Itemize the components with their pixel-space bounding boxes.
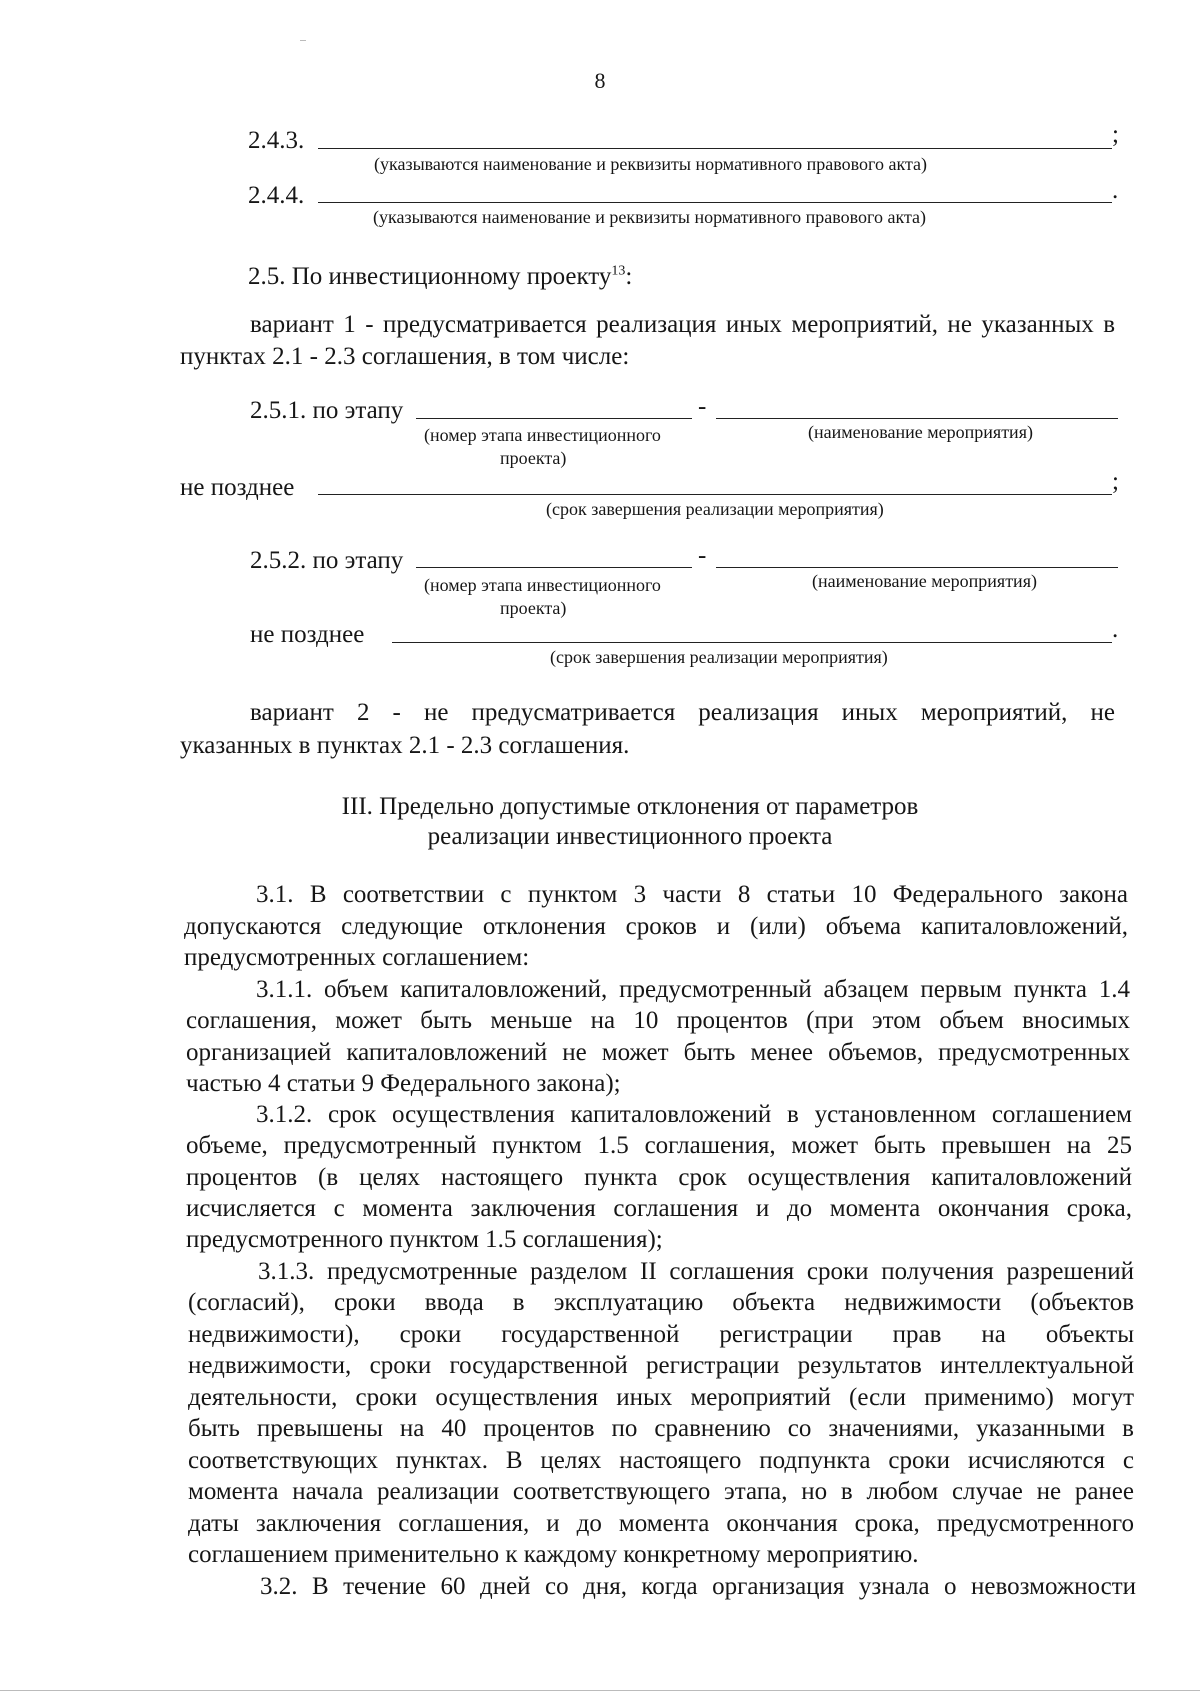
- stage-2-5-1-caption-stage: (номер этапа инвестиционного: [424, 425, 661, 445]
- p3-1-1-line-3: организацией капиталовложений не может быть менее объемов, предусмотренных: [186, 1039, 1130, 1066]
- variant-1-line-2: пунктах 2.1 - 2.3 соглашения, в том числе:: [180, 343, 630, 370]
- item-2-4-4-number: 2.4.4.: [248, 182, 305, 209]
- p3-2-line-1: 3.2. В течение 60 дней со дня, когда организация узнала о невозможности: [260, 1573, 1136, 1600]
- section-3-heading-line-2: реализации инвестиционного проекта: [427, 823, 833, 850]
- stage-2-5-2-caption-stage: (номер этапа инвестиционного: [424, 575, 661, 595]
- stage-2-5-2-deadline-label: не позднее: [250, 621, 365, 648]
- stage-2-5-2-deadline-end: .: [1112, 616, 1119, 643]
- p3-1-line-3: предусмотренных соглашением:: [184, 944, 530, 971]
- p3-1-3-line-6: быть превышены на 40 процентов по сравнению со значениями, указанными в: [188, 1415, 1134, 1442]
- p3-1-line-2: допускаются следующие отклонения сроков и (или) объема капиталовложений,: [184, 913, 1128, 940]
- p3-1-3-line-7: соответствующих пунктах. В целях настоящего подпункта сроки исчисляются с: [188, 1447, 1134, 1474]
- item-2-4-3-caption: (указываются наименование и реквизиты нормативного правового акта): [374, 154, 928, 174]
- item-2-4-3-end: ;: [1112, 121, 1119, 148]
- p3-1-3-line-1: 3.1.3. предусмотренные разделом II соглашения сроки получения разрешений: [258, 1258, 1134, 1285]
- stage-2-5-2-event-line: [716, 567, 1118, 568]
- p3-1-line-1: 3.1. В соответствии с пунктом 3 части 8 статьи 10 Федерального закона: [256, 881, 1128, 908]
- stage-2-5-1-event-line: [716, 418, 1118, 419]
- item-2-4-3-blank-line: [318, 148, 1112, 149]
- stage-2-5-1-number-line: [416, 418, 692, 419]
- p3-1-2-line-1: 3.1.2. срок осуществления капиталовложений в установленном соглашением: [256, 1101, 1132, 1128]
- item-2-4-3-number: 2.4.3.: [248, 127, 305, 154]
- p3-1-3-line-8: момента начала реализации соответствующего этапа, но в любом случае не ранее: [188, 1478, 1134, 1505]
- p3-1-3-line-2: (согласий), сроки ввода в эксплуатацию объекта недвижимости (объектов: [188, 1289, 1134, 1316]
- clause-2-5-colon: :: [625, 263, 633, 290]
- scan-bottom-edge: [0, 1690, 1200, 1691]
- p3-1-2-line-2: объеме, предусмотренный пунктом 1.5 соглашения, может быть превышен на 25: [186, 1132, 1132, 1159]
- p3-1-2-line-4: исчисляется с момента заключения соглашения и до момента окончания срока,: [186, 1195, 1132, 1222]
- stage-2-5-1-dash: -: [698, 393, 707, 420]
- variant-2-line-1: вариант 2 - не предусматривается реализация иных мероприятий, не: [250, 699, 1115, 726]
- stage-2-5-2-caption-stage-2: проекта): [500, 598, 567, 618]
- stage-2-5-1-caption-event: (наименование мероприятия): [808, 422, 1033, 442]
- scan-mark-top: [300, 40, 306, 41]
- footnote-marker: 13: [611, 263, 626, 279]
- variant-1-line-1: вариант 1 - предусматривается реализация иных мероприятий, не указанных в: [250, 311, 1115, 338]
- stage-2-5-2-caption-event: (наименование мероприятия): [812, 571, 1037, 591]
- p3-1-3-line-9: даты заключения соглашения, и до момента окончания срока, предусмотренного: [188, 1510, 1134, 1537]
- p3-1-3-line-4: недвижимости, сроки государственной регистрации результатов интеллектуальной: [188, 1352, 1134, 1379]
- clause-2-5: [248, 262, 632, 292]
- p3-1-1-line-1: 3.1.1. объем капиталовложений, предусмотренный абзацем первым пункта 1.4: [256, 976, 1130, 1003]
- p3-1-1-line-4: частью 4 статьи 9 Федерального закона);: [186, 1070, 621, 1097]
- item-2-4-4-end: .: [1112, 177, 1119, 204]
- stage-2-5-2-caption-deadline: (срок завершения реализации мероприятия): [550, 647, 888, 667]
- p3-1-2-line-5: предусмотренного пунктом 1.5 соглашения);: [186, 1226, 663, 1253]
- stage-2-5-1-caption-stage-2: проекта): [500, 448, 567, 468]
- section-3-heading-line-1: III. Предельно допустимые отклонения от параметров: [341, 793, 919, 820]
- stage-2-5-1-deadline-line: [318, 494, 1112, 495]
- stage-2-5-2-dash: -: [698, 542, 707, 569]
- stage-2-5-1-deadline-end: ;: [1112, 468, 1119, 495]
- stage-2-5-2-label: 2.5.2. по этапу: [250, 547, 404, 574]
- clause-2-5-text: 2.5. По инвестиционному проекту: [248, 263, 612, 290]
- stage-2-5-1-label: 2.5.1. по этапу: [250, 397, 404, 424]
- p3-1-3-line-5: деятельности, сроки осуществления иных мероприятий (если применимо) могут: [188, 1384, 1134, 1411]
- stage-2-5-1-caption-deadline: (срок завершения реализации мероприятия): [546, 499, 884, 519]
- page-number: 8: [594, 68, 606, 93]
- item-2-4-4-blank-line: [318, 202, 1112, 203]
- p3-1-3-line-10: соглашением применительно к каждому конкретному мероприятию.: [188, 1541, 919, 1568]
- stage-2-5-1-deadline-label: не позднее: [180, 474, 295, 501]
- p3-1-2-line-3: процентов (в целях настоящего пункта срок осуществления капиталовложений: [186, 1164, 1132, 1191]
- variant-2-line-2: указанных в пунктах 2.1 - 2.3 соглашения.: [180, 732, 630, 759]
- p3-1-1-line-2: соглашения, может быть меньше на 10 процентов (при этом объем вносимых: [186, 1007, 1130, 1034]
- item-2-4-4-caption: (указываются наименование и реквизиты нормативного правового акта): [373, 207, 927, 227]
- p3-1-3-line-3: недвижимости), сроки государственной регистрации прав на объекты: [188, 1321, 1134, 1348]
- stage-2-5-2-number-line: [416, 567, 692, 568]
- stage-2-5-2-deadline-line: [392, 642, 1112, 643]
